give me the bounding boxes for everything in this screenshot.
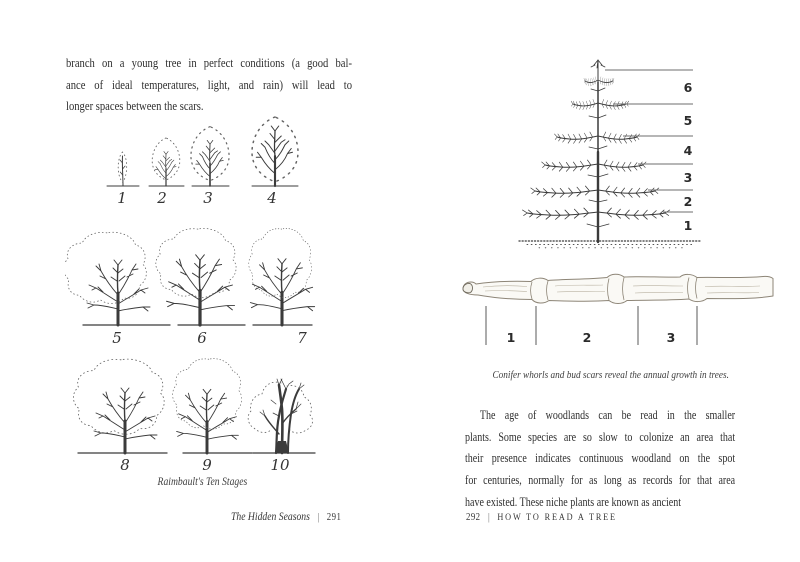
whorl-marker-lines: [605, 70, 693, 212]
right-figure-caption: Conifer whorls and bud scars reveal the annual growth in trees.: [492, 369, 730, 381]
stage-number-1: 1: [117, 189, 127, 207]
right-page-number: 292: [466, 512, 481, 523]
stage-tree-9: [173, 359, 242, 453]
whorl-number-4: 4: [683, 143, 693, 158]
stage-tree-1: [118, 152, 126, 186]
stage-number-7: 7: [297, 329, 307, 347]
running-section-title: The Hidden Seasons: [231, 511, 310, 523]
text-line: The age of woodlands can be read in the smaller: [479, 408, 736, 422]
stages-figure-row-2: [65, 226, 375, 348]
whorl-number-2: 2: [683, 194, 693, 209]
right-paragraph: [465, 405, 800, 514]
stage-number-4: 4: [267, 189, 277, 207]
whorl-number-6: 6: [683, 80, 693, 95]
stage-number-6: 6: [197, 329, 207, 347]
stage-number-10: 10: [270, 456, 290, 474]
text-line: branch on a young tree in perfect conditions (a good bal-: [66, 56, 353, 70]
twig-section-number-2: 2: [582, 330, 592, 345]
stage-tree-6: [156, 228, 236, 325]
whorl-number-3: 3: [683, 170, 693, 185]
stage-tree-2: [152, 138, 180, 186]
twig-section-number-3: 3: [666, 330, 676, 345]
text-line: their presence indicates continuous woodland on the spot: [465, 451, 736, 466]
text-line: have existed. These niche plants are known as ancient: [465, 494, 682, 509]
footer-divider: |: [488, 512, 490, 523]
stage-tree-7: [249, 228, 315, 325]
running-book-title: HOW TO READ A TREE: [497, 512, 617, 523]
stages-figure-row-1: [95, 114, 315, 209]
conifer-figure: [515, 52, 705, 252]
stage-number-3: 3: [203, 189, 213, 207]
text-line: for centuries, normally for as long as records for that area: [465, 473, 736, 488]
left-page-number: 291: [326, 512, 342, 523]
stage-number-8: 8: [120, 456, 130, 474]
terminal-bud: [463, 283, 473, 292]
left-paragraph: [66, 53, 411, 118]
whorl-number-1: 1: [683, 218, 693, 233]
footer-divider: |: [317, 512, 320, 523]
left-figure-caption: Raimbault's Ten Stages: [157, 476, 247, 488]
ground-stipple: [519, 241, 701, 248]
whorl-number-5: 5: [683, 113, 693, 128]
twig-drawing: [463, 274, 773, 303]
stage-tree-10: [248, 379, 312, 453]
stage-tree-5: [65, 232, 150, 325]
right-page-footer: [466, 511, 646, 523]
stage-tree-3: [191, 127, 229, 186]
twig-section-number-1: 1: [506, 330, 516, 345]
text-line: ance of ideal temperatures, light, and rain) will lead to: [66, 77, 353, 92]
stage-tree-4: [252, 117, 298, 186]
text-line: longer spaces between the scars.: [66, 99, 204, 114]
stage-tree-8: [73, 359, 164, 453]
stage-number-5: 5: [112, 329, 122, 347]
stages-figure-row-3: [70, 354, 370, 476]
text-line: plants. Some species are so slow to colonize an area that: [465, 429, 736, 444]
left-page-footer: [231, 511, 362, 523]
section-marker-lines: [486, 306, 697, 345]
stage-number-2: 2: [157, 189, 167, 207]
conifer-tree: [522, 60, 669, 242]
twig-figure: [455, 262, 775, 357]
stage-number-9: 9: [202, 456, 212, 474]
